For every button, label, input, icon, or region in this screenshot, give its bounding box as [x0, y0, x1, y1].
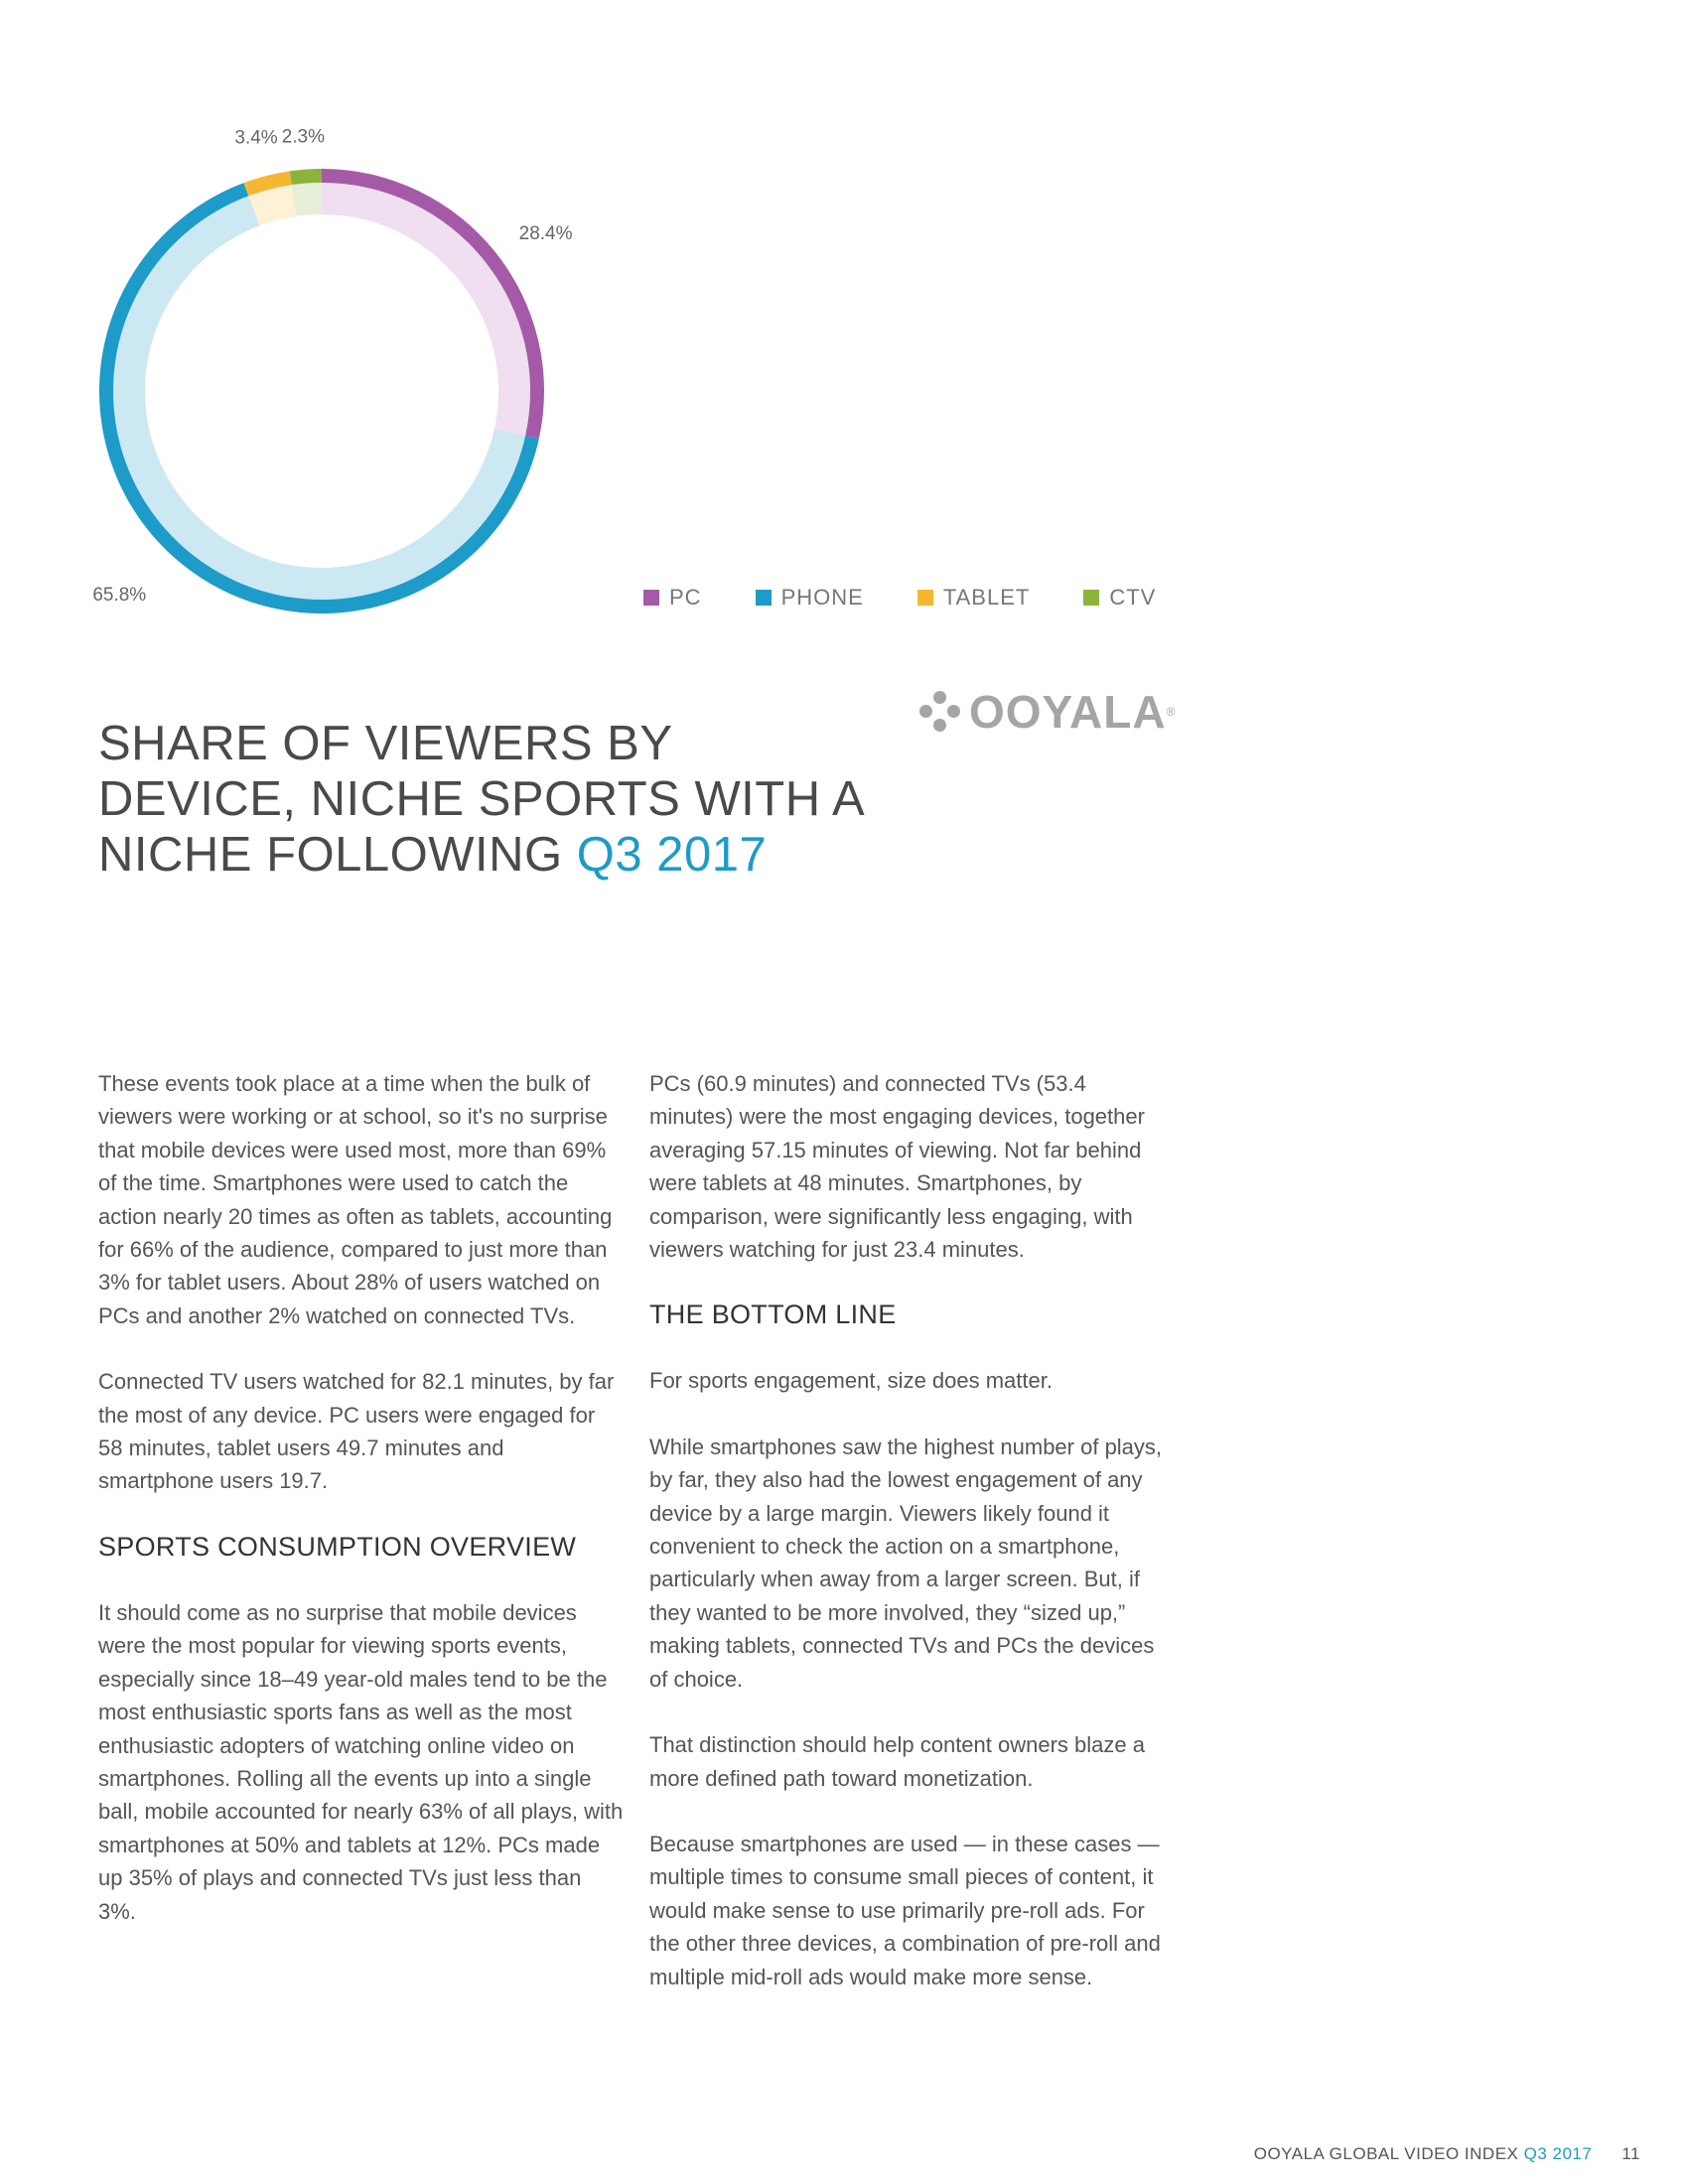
left-paragraph-3: It should come as no surprise that mobile devices were the most popular for viewing sports events, especially since 18–49 year-old males tend to be the most enthusiastic sports fans as well as the most enthusiastic adopters of watching online video on smartphones. Rolling all the events up into a single ball, mobile accounted for nearly 63% of all plays, with smartphones at 50% and tablets at 12%. PCs made up 35% of plays and connected TVs just less than 3%. [98, 1599, 624, 1924]
slice-ring-ctv [290, 169, 322, 185]
page-number: 11 [1621, 2144, 1640, 2163]
left-column [98, 1067, 625, 1961]
slice-label-ctv: 2.3% [281, 126, 326, 148]
slice-label-phone: 65.8% [92, 585, 147, 607]
legend-swatch-pc [643, 590, 659, 606]
donut-chart [0, 0, 1688, 635]
right-paragraph-2: For sports engagement, size does matter. [649, 1368, 1053, 1394]
legend-item-tablet [917, 585, 1031, 611]
page-title [98, 716, 873, 883]
section-heading-bottom-line: THE BOTTOM LINE [649, 1299, 897, 1330]
ooyala-logo [917, 685, 1175, 739]
legend-swatch-tablet [917, 590, 933, 606]
legend-item-ctv [1083, 585, 1156, 611]
right-paragraph-4: That distinction should help content owners blaze a more defined path toward monetization. [649, 1732, 1145, 1791]
legend-label-phone: PHONE [780, 585, 864, 610]
logo-dots-icon [917, 689, 963, 735]
left-paragraph-2: Connected TV users watched for 82.1 minutes, by far the most of any device. PC users were engaged for 58 minutes, tablet users 49.7 minutes and smartphone users 19.7. [98, 1369, 615, 1494]
legend-label-ctv: CTV [1109, 585, 1157, 610]
legend-swatch-ctv [1083, 590, 1099, 606]
chart-legend [643, 585, 1209, 611]
page-title-main: SHARE OF VIEWERS BY DEVICE, NICHE SPORTS WITH A NICHE FOLLOWING [98, 716, 863, 882]
logo-registered-mark: ® [1166, 705, 1176, 719]
section-heading-sports-consumption: SPORTS CONSUMPTION OVERVIEW [98, 1531, 577, 1562]
right-column [649, 1067, 1176, 2026]
donut-hole [145, 214, 498, 568]
right-paragraph-5: Because smartphones are used — in these cases — multiple times to consume small pieces of content, it would make sense to use primarily pre-roll ads. For the other three devices, a combination of pre-roll and multiple mid-roll ads would make more sense. [649, 1831, 1161, 1989]
legend-item-pc [643, 585, 702, 611]
right-paragraph-1: PCs (60.9 minutes) and connected TVs (53.4 minutes) were the most engaging devices, together averaging 57.15 minutes of viewing. Not far behind were tablets at 48 minutes. Smartphones, by comparison, were significantly less engaging, with viewers watching for just 23.4 minutes. [649, 1071, 1145, 1263]
footer-accent: Q3 2017 [1523, 2144, 1593, 2163]
legend-label-tablet: TABLET [942, 585, 1031, 610]
page-footer [1254, 2144, 1640, 2164]
footer-text: OOYALA GLOBAL VIDEO INDEX [1253, 2144, 1524, 2163]
logo-text: OOYALA [969, 686, 1167, 738]
legend-label-pc: PC [669, 585, 702, 610]
slice-label-tablet: 3.4% [234, 127, 278, 149]
page-title-accent: Q3 2017 [576, 827, 768, 882]
left-paragraph-1: These events took place at a time when the bulk of viewers were working or at school, so it's no surprise that mobile devices were used most, more than 69% of the time. Smartphones were used to catch the action nearly 20 times as often as tablets, accounting for 66% of the audience, compared to just more than 3% for tablet users. About 28% of users watched on PCs and another 2% watched on connected TVs. [98, 1071, 613, 1328]
legend-item-phone [756, 585, 864, 611]
slice-label-pc: 28.4% [518, 223, 573, 245]
legend-swatch-phone [756, 590, 772, 606]
right-paragraph-3: While smartphones saw the highest number of plays, by far, they also had the lowest engagement of any device by a large margin. Viewers likely found it convenient to check the action on a smartphone, particularly when away from a larger screen. But, if they wanted to be more involved, they “sized up,” making tablets, connected TVs and PCs the devices of choice. [649, 1433, 1163, 1692]
